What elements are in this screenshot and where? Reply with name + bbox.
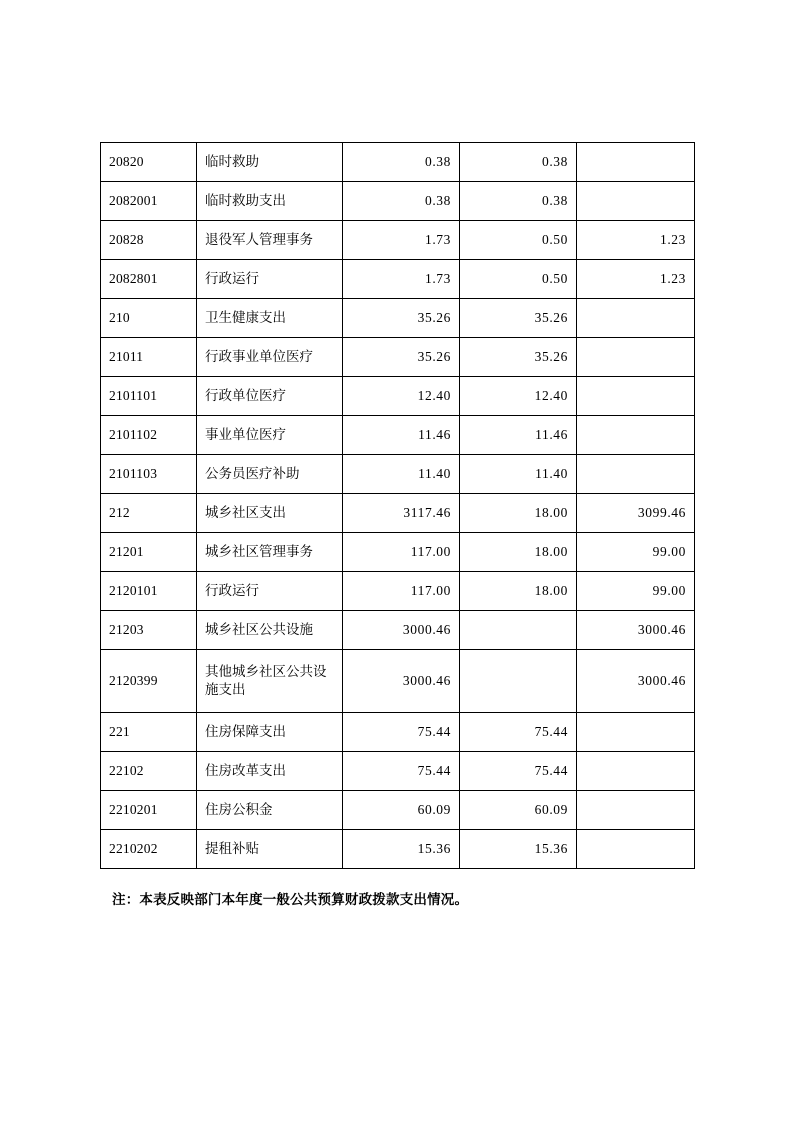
cell-total: 75.44 [343,752,460,791]
budget-table-body [101,143,695,869]
cell-total: 0.38 [343,182,460,221]
cell-basic [460,650,577,713]
cell-project [577,182,695,221]
table-row [101,752,695,791]
cell-code: 2101102 [101,416,197,455]
cell-code: 2082001 [101,182,197,221]
cell-code: 221 [101,713,197,752]
cell-project: 1.23 [577,260,695,299]
cell-code: 21203 [101,611,197,650]
cell-project: 99.00 [577,572,695,611]
budget-expenditure-table [100,142,695,869]
budget-table-container [100,142,694,869]
cell-name: 行政单位医疗 [197,377,343,416]
cell-total: 11.40 [343,455,460,494]
cell-name: 住房保障支出 [197,713,343,752]
cell-name: 其他城乡社区公共设施支出 [197,650,343,713]
cell-basic: 0.38 [460,182,577,221]
cell-basic: 75.44 [460,752,577,791]
cell-code: 212 [101,494,197,533]
cell-basic: 0.50 [460,221,577,260]
cell-name: 城乡社区管理事务 [197,533,343,572]
cell-basic: 35.26 [460,338,577,377]
cell-name: 临时救助 [197,143,343,182]
table-row [101,299,695,338]
cell-basic: 18.00 [460,494,577,533]
cell-basic: 11.40 [460,455,577,494]
cell-code: 2101101 [101,377,197,416]
cell-basic: 0.38 [460,143,577,182]
cell-project: 99.00 [577,533,695,572]
table-row [101,221,695,260]
cell-basic: 0.50 [460,260,577,299]
cell-project [577,416,695,455]
table-row [101,533,695,572]
cell-code: 20828 [101,221,197,260]
cell-name: 退役军人管理事务 [197,221,343,260]
table-row [101,830,695,869]
table-row [101,260,695,299]
cell-name: 行政运行 [197,572,343,611]
cell-total: 11.46 [343,416,460,455]
cell-total: 1.73 [343,260,460,299]
cell-name: 临时救助支出 [197,182,343,221]
cell-name: 事业单位医疗 [197,416,343,455]
cell-total: 12.40 [343,377,460,416]
cell-code: 210 [101,299,197,338]
cell-total: 60.09 [343,791,460,830]
cell-name: 卫生健康支出 [197,299,343,338]
table-row [101,791,695,830]
cell-total: 0.38 [343,143,460,182]
cell-code: 2082801 [101,260,197,299]
cell-total: 117.00 [343,572,460,611]
cell-total: 15.36 [343,830,460,869]
cell-project: 3099.46 [577,494,695,533]
cell-total: 3000.46 [343,611,460,650]
table-row [101,572,695,611]
cell-project [577,830,695,869]
cell-basic: 18.00 [460,572,577,611]
cell-name: 公务员医疗补助 [197,455,343,494]
cell-project [577,752,695,791]
cell-basic: 75.44 [460,713,577,752]
cell-basic: 11.46 [460,416,577,455]
cell-code: 2120101 [101,572,197,611]
cell-project [577,299,695,338]
cell-total: 3117.46 [343,494,460,533]
cell-name: 行政事业单位医疗 [197,338,343,377]
cell-project [577,143,695,182]
table-row [101,338,695,377]
cell-project: 1.23 [577,221,695,260]
cell-project: 3000.46 [577,650,695,713]
cell-code: 2120399 [101,650,197,713]
cell-code: 21201 [101,533,197,572]
table-row [101,416,695,455]
cell-basic: 12.40 [460,377,577,416]
cell-code: 20820 [101,143,197,182]
cell-total: 35.26 [343,338,460,377]
table-row [101,611,695,650]
table-footnote: 注：本表反映部门本年度一般公共预算财政拨款支出情况。 [112,892,469,907]
table-row [101,713,695,752]
cell-name: 提租补贴 [197,830,343,869]
cell-basic: 35.26 [460,299,577,338]
cell-code: 2101103 [101,455,197,494]
cell-total: 3000.46 [343,650,460,713]
cell-project [577,338,695,377]
cell-basic [460,611,577,650]
cell-total: 117.00 [343,533,460,572]
cell-name: 行政运行 [197,260,343,299]
cell-basic: 60.09 [460,791,577,830]
cell-total: 1.73 [343,221,460,260]
cell-basic: 18.00 [460,533,577,572]
cell-project [577,377,695,416]
cell-total: 75.44 [343,713,460,752]
cell-name: 城乡社区支出 [197,494,343,533]
table-row [101,650,695,713]
table-row [101,182,695,221]
cell-project [577,455,695,494]
cell-code: 2210202 [101,830,197,869]
cell-project [577,791,695,830]
cell-basic: 15.36 [460,830,577,869]
cell-name: 住房改革支出 [197,752,343,791]
table-row [101,377,695,416]
cell-project [577,713,695,752]
table-row [101,143,695,182]
cell-code: 22102 [101,752,197,791]
cell-total: 35.26 [343,299,460,338]
cell-code: 2210201 [101,791,197,830]
cell-name: 城乡社区公共设施 [197,611,343,650]
table-row [101,455,695,494]
cell-code: 21011 [101,338,197,377]
cell-project: 3000.46 [577,611,695,650]
table-row [101,494,695,533]
cell-name: 住房公积金 [197,791,343,830]
